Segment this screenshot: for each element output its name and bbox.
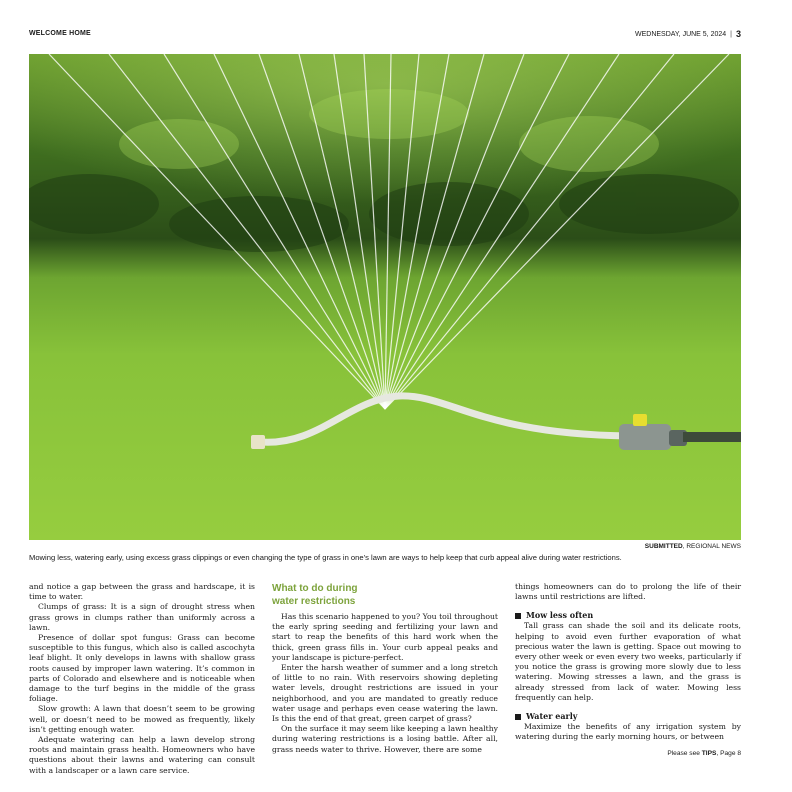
section-heading-line: What to do during [272, 583, 358, 594]
paragraph: Enter the harsh weather of summer and a long stretch of little to no rain. With reservoirs showing depleting water levels, drought restrictions are issued in your neighborhood, and you are mandated to greatly reduce water usage and perhaps even cease watering the lawn. Is this the end of that great, green carpet of grass? [272, 663, 498, 724]
article-column-3 [515, 582, 741, 742]
paragraph: Clumps of grass: It is a sign of drought stress when grass grows in clumps rather than uniformly across a lawn. [29, 602, 255, 632]
jump-prefix: Please see [667, 750, 702, 757]
square-bullet-icon [515, 613, 521, 619]
photo-credit [645, 543, 741, 550]
subheading [515, 610, 741, 621]
paragraph: Has this scenario happened to you? You toil throughout the early spring seeding and fertilizing your lawn and start to reap the benefits of this hard work when the thick, green grass fills in. Your curb appeal peaks and your landscape is picture-perfect. [272, 612, 498, 662]
paragraph: things homeowners can do to prolong the life of their lawns until restrictions are lifted. [515, 582, 741, 602]
issue-date: WEDNESDAY, JUNE 5, 2024 [634, 30, 727, 38]
jump-suffix: , Page 8 [716, 750, 741, 757]
article-column-1 [29, 582, 255, 776]
section-heading [272, 582, 498, 608]
paragraph: and notice a gap between the grass and hardscape, it is time to water. [29, 582, 255, 602]
paragraph: Slow growth: A lawn that doesn’t seem to be growing well, or doesn’t need to be mowed as frequently, likely isn’t getting enough water. [29, 704, 255, 734]
paragraph: Maximize the benefits of any irrigation system by watering during the early morning hours, or between [515, 722, 741, 742]
subheading-text: Water early [526, 711, 578, 722]
photo-caption: Mowing less, watering early, using excess grass clippings or even changing the type of grass in one’s lawn are ways to help keep that curb appeal alive during water restrictions. [29, 553, 622, 562]
subheading [515, 711, 741, 722]
paragraph: Tall grass can shade the soil and its delicate roots, helping to avoid even further evaporation of what precious water the lawn is getting. Space out mowing to every other week or even every two weeks, particularly if you notice the grass is growing more slowly due to less watering. Mowing stresses a lawn, and the grass is already stressed from lack of water. Mowing less frequently can help. [515, 621, 741, 702]
page-number: 3 [735, 29, 741, 39]
article-column-2 [272, 582, 498, 755]
page-header-date [635, 29, 741, 39]
header-separator: | [730, 30, 732, 38]
paragraph: Presence of dollar spot fungus: Grass can become susceptible to this fungus, which also is called ascochyta leaf blight. It only develops in lawns with shallow grass roots caused by improper lawn watering. It’s common in parts of Colorado and elsewhere and is noticeable when damage to the turf begins in the middle of the grass foliage. [29, 633, 255, 704]
subheading-text: Mow less often [526, 610, 594, 621]
paragraph: Adequate watering can help a lawn develop strong roots and maintain grass health. Homeowners who have questions about their lawns and watering can consult with a landscaper or a lawn care service. [29, 735, 255, 775]
photo-illustration [29, 54, 741, 540]
section-heading-line: water restrictions [272, 596, 356, 607]
continued-jump-line[interactable] [667, 750, 741, 757]
section-label: WELCOME HOME [29, 30, 91, 37]
lawn-sprinkler-photo [29, 54, 741, 540]
credit-source: SUBMITTED [644, 543, 683, 550]
credit-outlet: , REGIONAL NEWS [682, 543, 741, 550]
jump-target: TIPS [701, 750, 717, 757]
square-bullet-icon [515, 714, 521, 720]
paragraph: On the surface it may seem like keeping a lawn healthy during watering restrictions is a losing battle. After all, grass needs water to thrive. However, there are some [272, 724, 498, 754]
